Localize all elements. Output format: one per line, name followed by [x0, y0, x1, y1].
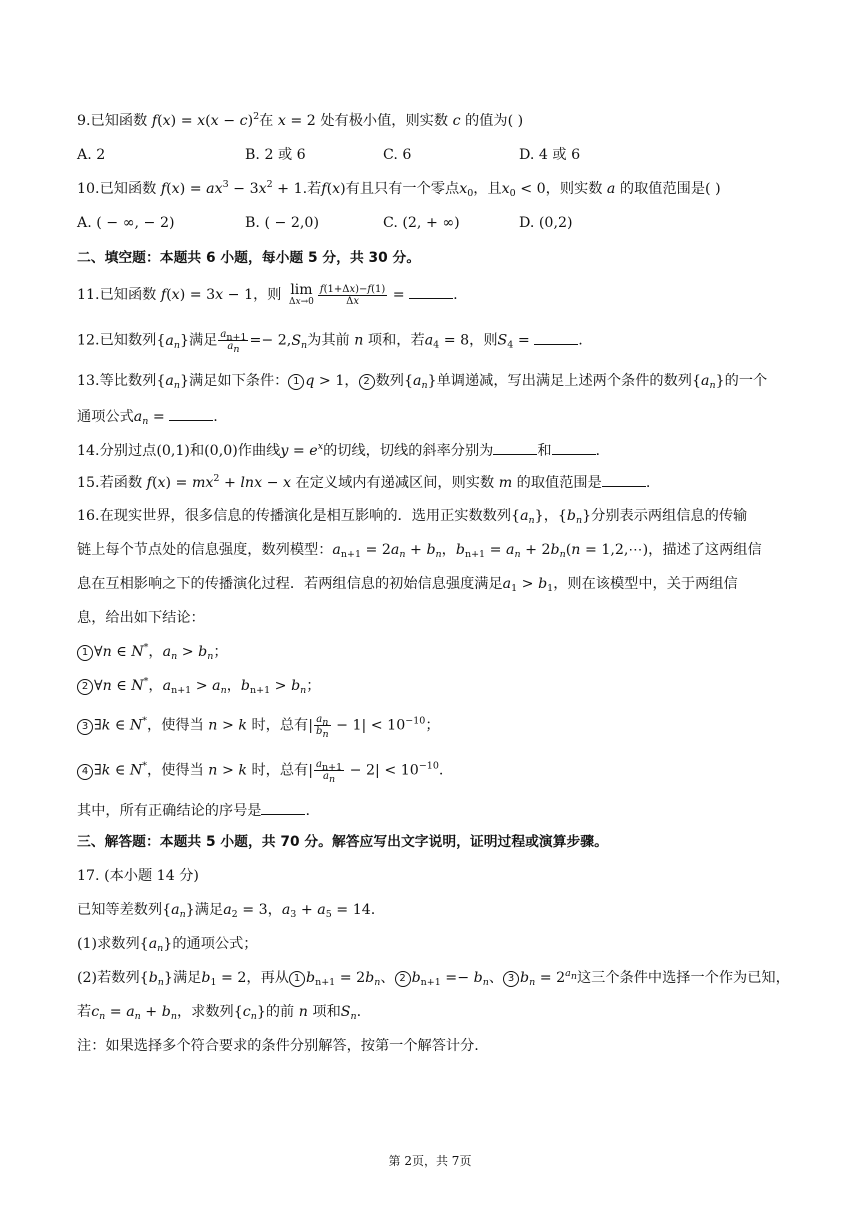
- q9-number: 9.: [77, 113, 91, 129]
- question-17-part1: (1)求数列$\{a_n\}$的通项公式；: [77, 936, 258, 954]
- q10-option-a: A. ( − ∞, − 2): [77, 215, 175, 231]
- answer-blank: [602, 472, 646, 487]
- question-17-head: 17. (本小题 14 分): [77, 868, 199, 884]
- question-10: 10.已知函数 $f(x) = ax^3 - 3x^2 + 1$.若f(x)有且只有一个零点$x_0$，且$x_0 < 0$，则实数 a 的取值范围是( ): [77, 179, 721, 199]
- question-11: 11.已知函数 f(x) = 3x − 1，则 lim Δx→0 $\frac{f(1+\Delta x)-f(1)}{\Delta x}$ = .: [77, 282, 458, 307]
- q10-option-d: D. (0,2): [519, 215, 573, 231]
- q9-option-c: C. 6: [383, 147, 412, 163]
- q16-conclusion-4: 4 ∃k ∈ N*，使得当 n > k 时，总有| $\frac{a_{n+1}}{a_n}$ − $2| < 10^{-10}$.: [77, 759, 443, 782]
- answer-blank: [409, 284, 453, 299]
- answer-blank: [534, 330, 578, 345]
- question-13-cont: 通项公式$a_n$ = .: [77, 406, 218, 427]
- q16-conclusion-prompt: 其中，所有正确结论的序号是 .: [77, 800, 310, 821]
- section-3-heading: 三、解答题：本题共 5 小题，共 70 分。解答应写出文字说明，证明过程或演算步骤。: [77, 834, 608, 850]
- question-17-note: 注：如果选择多个符合要求的条件分别解答，按第一个解答计分.: [77, 1038, 479, 1054]
- q16-conclusion-1: 1 ∀n ∈ N*，$a_n > b_n$；: [77, 642, 228, 662]
- question-17-part2: (2)若数列$\{b_n\}$满足$b_1 = 2$，再从 1 $b_{n+1} = 2b_n$、 2 $b_{n+1} =- b_n$、 3 $b_n = 2^{a_n}$这三个条件中选择一个作为已知，: [77, 968, 790, 988]
- q9-option-a: A. 2: [77, 147, 106, 163]
- section-2-heading: 二、填空题：本题共 6 小题，每小题 5 分，共 30 分。: [77, 250, 421, 266]
- question-9: 9.已知函数 $f(x) = x(x - c)^2$在 x = 2 处有极小值，则实数 c 的值为( ): [77, 111, 524, 129]
- question-15: 15.若函数 $f(x) = mx^2 + \ln x - x$ 在定义域内有递减区间，则实数 m 的取值范围是 .: [77, 473, 651, 491]
- q10-option-b: B. ( − 2,0): [245, 215, 319, 231]
- question-16: 16.在现实世界，很多信息的传播演化是相互影响的．选用正实数数列$\{a_n\}$，$\{b_n\}$分别表示两组信息的传输: [77, 508, 748, 526]
- question-16-line4: 息，给出如下结论：: [77, 610, 205, 626]
- question-16-line2: 链上每个节点处的信息强度，数列模型：$a_{n+1} = 2a_n + b_n$，$b_{n+1} = a_n + 2b_n(n$ = 1,2,⋯)，描述了这两组信: [77, 542, 762, 560]
- q9-option-d: D. 4 或 6: [519, 147, 581, 163]
- q10-option-c: C. (2, + ∞): [383, 215, 460, 231]
- q9-option-b: B. 2 或 6: [245, 147, 306, 163]
- q9-text: 已知函数: [90, 113, 148, 129]
- question-13: 13.等比数列$\{a_n\}$满足如下条件： 1 q > 1， 2 数列$\{a_n\}$单调递减，写出满足上述两个条件的数列$\{a_n\}$的一个: [77, 373, 768, 391]
- q16-conclusion-2: 2 ∀n ∈ N*，$a_{n+1} > a_n$，$b_{n+1} > b_n$；: [77, 676, 320, 696]
- page-footer: 第 2页，共 7页: [388, 1154, 472, 1168]
- question-17-line1: 已知等差数列$\{a_n\}$满足$a_2 = 3$，$a_3 + a_5 = 14$.: [77, 902, 376, 920]
- q16-conclusion-3: 3 ∃k ∈ N*，使得当 n > k 时，总有| $\frac{a_n}{b_n}$ − $1| < 10^{-10}$；: [77, 714, 440, 737]
- answer-blank: [169, 406, 213, 421]
- answer-blank: [493, 440, 537, 455]
- question-14: 14.分别过点(0,1)和(0,0)作曲线$y = e^x$的切线，切线的斜率分别为 和 .: [77, 441, 601, 459]
- answer-blank: [552, 440, 596, 455]
- answer-blank: [261, 800, 305, 815]
- question-12: 12.已知数列$\{a_n\}$满足 $\frac{a_{n+1}}{a_n}$ =− $2,S_n$为其前 n 项和，若$a_4 = 8$，则$S_4$ = .: [77, 329, 583, 355]
- question-17-part2-cont: 若$c_n = a_n + b_n$，求数列$\{c_n\}$的前 n 项和$S_n$.: [77, 1004, 362, 1022]
- question-16-line3: 息在互相影响之下的传播演化过程．若两组信息的初始信息强度满足$a_1 > b_1$，则在该模型中，关于两组信: [77, 576, 738, 594]
